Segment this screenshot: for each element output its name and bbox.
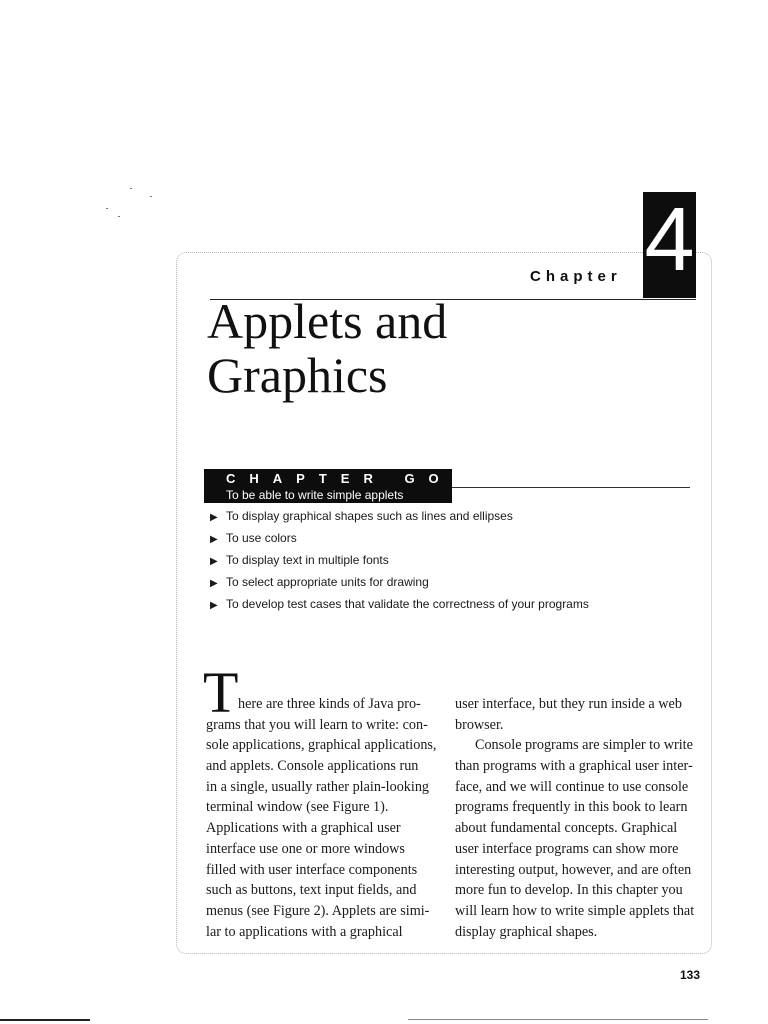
body-line: filled with user interface components xyxy=(206,861,418,878)
body-line: user interface, but they run inside a web xyxy=(455,696,682,712)
body-line: Applications with a graphical user xyxy=(206,820,401,837)
body-column-left xyxy=(206,694,437,942)
chapter-number: 4 xyxy=(644,190,695,290)
body-column-right xyxy=(455,694,695,942)
triangle-bullet-icon: ▶ xyxy=(210,578,218,589)
goal-item-text: To be able to write simple applets xyxy=(226,488,404,502)
body-line: programs frequently in this book to learn xyxy=(455,799,688,816)
triangle-bullet-icon: ▶ xyxy=(210,534,218,545)
goal-item xyxy=(226,488,403,502)
triangle-bullet-icon: ▶ xyxy=(210,556,218,567)
goal-item xyxy=(210,507,589,529)
body-line: display graphical shapes. xyxy=(455,923,598,940)
body-line: in a single, usually rather plain-looking xyxy=(206,778,430,795)
triangle-bullet-icon: ▶ xyxy=(210,600,218,611)
body-line: about fundamental concepts. Graphical xyxy=(455,820,678,837)
goal-item-text: To display text in multiple fonts xyxy=(226,553,389,567)
body-line: sole applications, graphical applications, xyxy=(206,737,437,754)
goal-item-text: To develop test cases that validate the correctness of your programs xyxy=(226,597,589,611)
goal-item xyxy=(210,551,589,573)
body-line: Console programs are simpler to write xyxy=(475,737,693,754)
bottom-rule xyxy=(0,1019,90,1021)
goal-item xyxy=(210,573,589,595)
goal-item xyxy=(210,529,589,551)
chapter-title-line: Graphics xyxy=(207,347,388,403)
body-line: terminal window (see Figure 1). xyxy=(206,799,389,816)
chapter-title xyxy=(207,294,447,402)
body-line: will learn how to write simple applets that xyxy=(455,902,695,919)
chapter-goals-box xyxy=(204,469,521,503)
chapter-goals-heading: CHAPTER GOALS xyxy=(226,471,521,486)
body-line: interface use one or more windows xyxy=(206,840,405,857)
bottom-rule xyxy=(408,1019,708,1020)
goal-item xyxy=(210,595,589,617)
goals-rule xyxy=(452,487,690,488)
body-line: and applets. Console applications run xyxy=(206,758,419,775)
scan-speck xyxy=(130,188,132,189)
body-line: than programs with a graphical user inter- xyxy=(455,758,693,775)
drop-cap: T xyxy=(203,660,239,725)
body-line: face, and we will continue to use console xyxy=(455,778,689,795)
body-line: grams that you will learn to write: con- xyxy=(206,716,428,733)
body-line: interesting output, however, and are often xyxy=(455,861,692,878)
body-line: menus (see Figure 2). Applets are simi- xyxy=(206,902,430,919)
body-line: such as buttons, text input fields, and xyxy=(206,882,417,899)
body-line: browser. xyxy=(455,716,504,733)
body-line: here are three kinds of Java pro- xyxy=(238,696,421,712)
goal-item-text: To select appropriate units for drawing xyxy=(226,575,429,589)
goal-item-text: To use colors xyxy=(226,531,297,545)
chapter-title-line: Applets and xyxy=(207,293,448,349)
triangle-bullet-icon: ▶ xyxy=(210,512,218,523)
scan-speck xyxy=(118,216,120,217)
goal-item-text: To display graphical shapes such as lines and ellipses xyxy=(226,509,513,523)
body-line: lar to applications with a graphical xyxy=(206,923,403,940)
chapter-goals-list xyxy=(210,507,589,617)
scan-speck xyxy=(150,196,152,197)
body-line: more fun to develop. In this chapter you xyxy=(455,882,683,899)
chapter-label: Chapter xyxy=(530,268,622,285)
chapter-number-box xyxy=(643,192,696,298)
body-line: user interface programs can show more xyxy=(455,840,679,857)
page-number: 133 xyxy=(680,968,701,982)
scan-speck xyxy=(106,208,108,209)
